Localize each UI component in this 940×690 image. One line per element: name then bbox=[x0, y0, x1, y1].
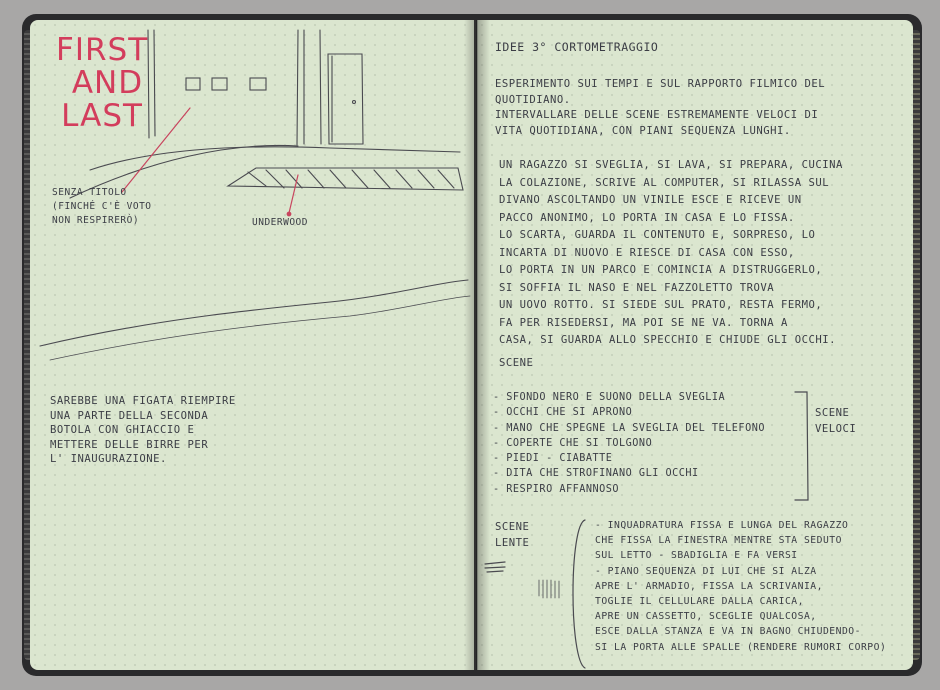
label-underwood: UNDERWOOD bbox=[252, 217, 308, 228]
scenes-heading: SCENE bbox=[499, 357, 534, 369]
heading-ideas: IDEE 3° CORTOMETRAGGIO bbox=[495, 40, 659, 54]
right-page bbox=[477, 20, 913, 670]
intro-paragraph: ESPERIMENTO SUI TEMPI E SUL RAPPORTO FILMICO DEL QUOTIDIANO. INTERVALLARE DELLE SCENE ESTREMAMENTE VELOCI DI VITA QUOTIDIANA, CON PIANI SEQUENZA LUNGHI. bbox=[495, 78, 826, 137]
page-edges-right bbox=[912, 30, 920, 660]
note-ice-beer: SAREBBE UNA FIGATA RIEMPIRE UNA PARTE DELLA SECONDA BOTOLA CON GHIACCIO E METTERE DELLE BIRRE PER L' INAUGURAZIONE. bbox=[50, 395, 236, 465]
slow-scenes-label: SCENE LENTE bbox=[495, 521, 530, 549]
spine-gutter bbox=[464, 20, 490, 670]
title-first-and-last: FIRST AND LAST bbox=[56, 32, 149, 134]
fast-scenes-list: - SFONDO NERO E SUONO DELLA SVEGLIA - OCCHI CHE SI APRONO - MANO CHE SPEGNE LA SVEGLIA DEL TELEFONO - COPERTE CHE SI TOLGONO - PIEDI - CIABATTE - DITA CHE STROFINANO GLI OCCHI - RESPIRO AFFANNOSO bbox=[493, 392, 765, 495]
label-untitled: SENZA TITOLO (FINCHÉ C'È VOTO NON RESPIRERÒ) bbox=[52, 187, 152, 226]
slow-scenes-list: - INQUADRATURA FISSA E LUNGA DEL RAGAZZO CHE FISSA LA FINESTRA MENTRE STA SEDUTO SUL LETTO - SBADIGLIA E FA VERSI - PIANO SEQUENZA DI LUI CHE SI ALZA APRE L' ARMADIO, FISSA LA SCRIVANIA, TOGLIE IL CELLULARE DALLA CARICA, APRE UN CASSETTO, SCEGLIE QUALCOSA, ESCE DALLA STANZA E VA IN BAGNO CHIUDENDO- SI LA PORTA ALLE SPALLE (RENDERE RUMORI CORPO) bbox=[595, 520, 887, 653]
story-paragraph: UN RAGAZZO SI SVEGLIA, SI LAVA, SI PREPARA, CUCINA LA COLAZIONE, SCRIVE AL COMPUTER, SI RILASSA SUL DIVANO ASCOLTANDO UN VINILE ESCE E RICEVE UN PACCO ANONIMO, LO PORTA IN CASA E LO FISSA. LO SCARTA, GUARDA IL CONTENUTO E, SORPRESO, LO INCARTA DI NUOVO E RIESCE DI CASA CON ESSO, LO PORTA IN UN PARCO E COMINCIA A DISTRUGGERLO, SI SOFFIA IL NASO E NEL FAZZOLETTO TROVA UN UOVO ROTTO. SI SIEDE SUL PRATO, RESTA FERMO, FA PER RISEDERSI, MA POI SE NE VA. TORNA A CASA, SI GUARDA ALLO SPECCHIO E CHIUDE GLI OCCHI. bbox=[499, 159, 843, 346]
left-page bbox=[30, 20, 474, 670]
fast-scenes-label: SCENE VELOCI bbox=[815, 407, 857, 435]
